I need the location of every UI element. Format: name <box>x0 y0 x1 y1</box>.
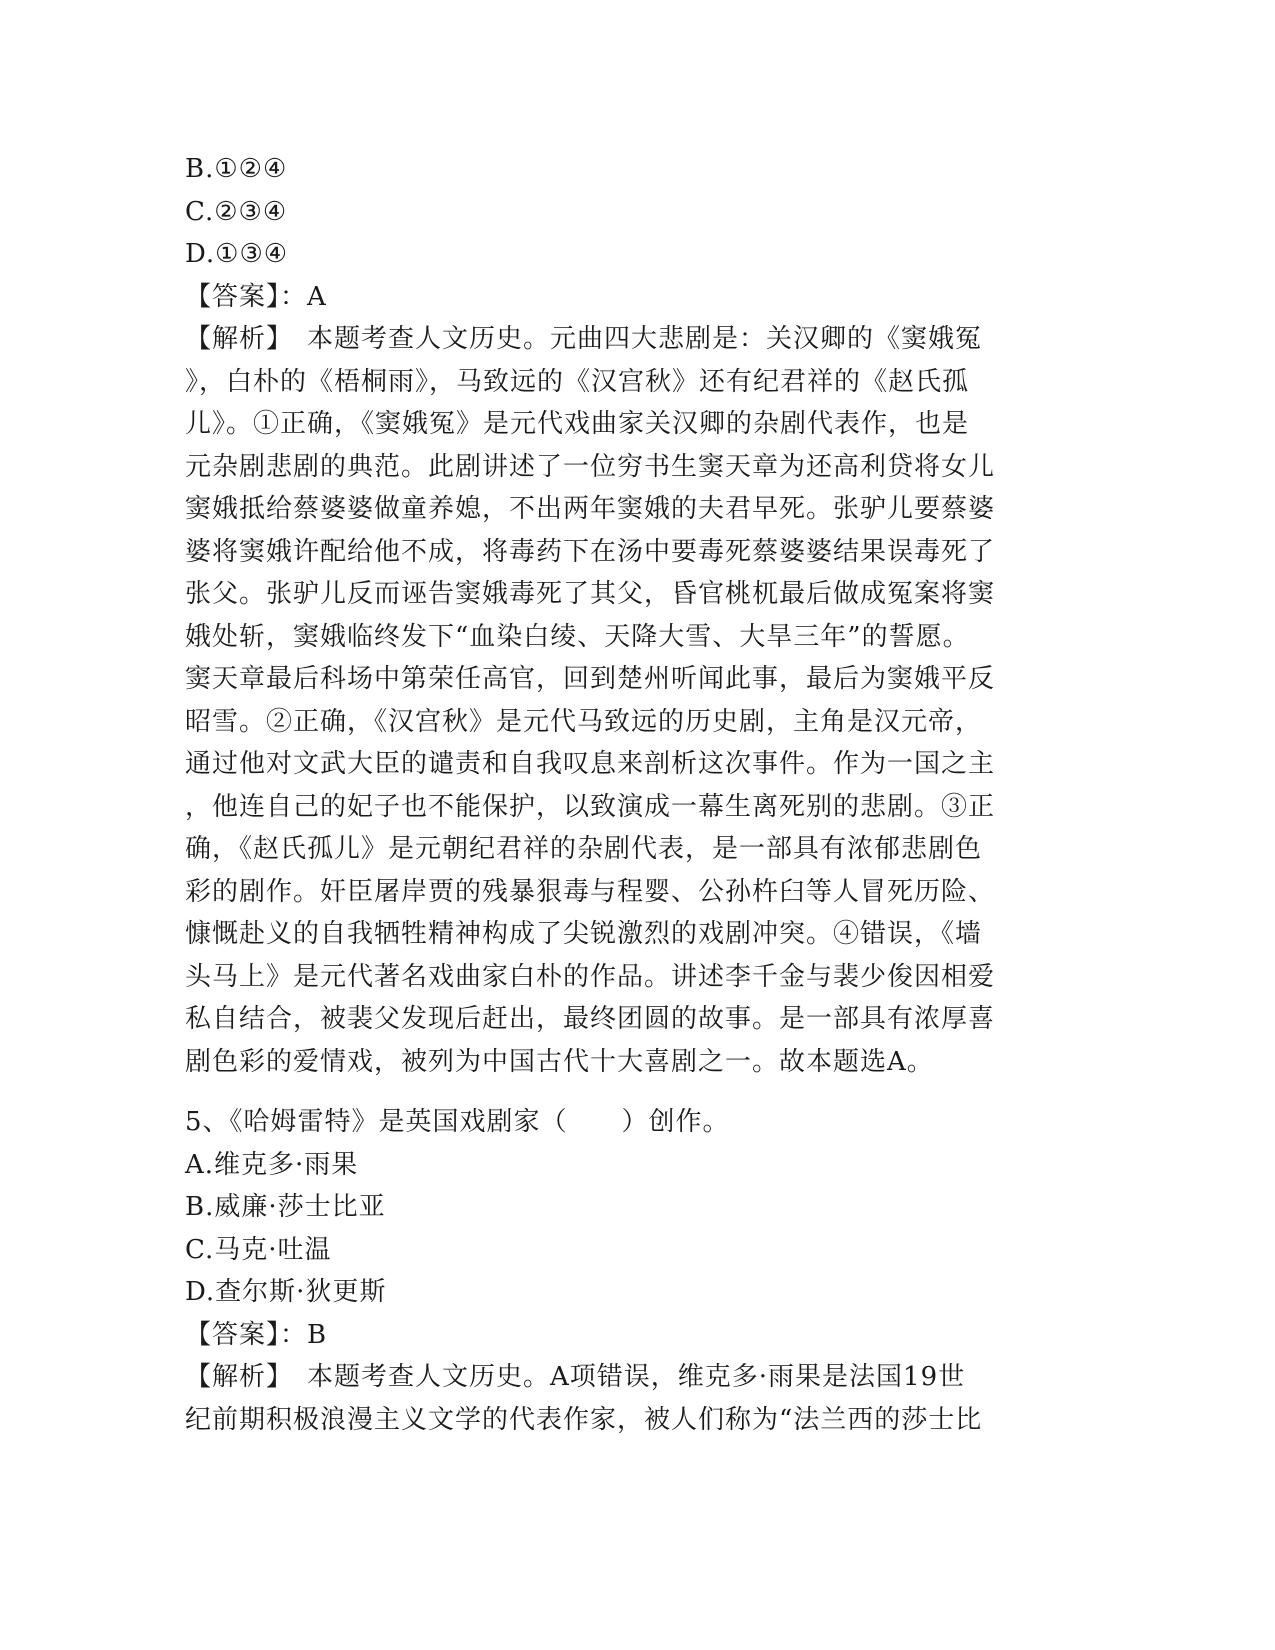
analysis-line: 》，白朴的《梧桐雨》，马致远的《汉宫秋》还有纪君祥的《赵氏孤 <box>185 366 970 397</box>
analysis-line: 元杂剧悲剧的典范。此剧讲述了一位穷书生窦天章为还高利贷将女儿 <box>185 451 996 482</box>
option-a: A.维克多·雨果 <box>185 1149 359 1180</box>
question-stem: 5、《哈姆雷特》是英国戏剧家（ ）创作。 <box>185 1107 730 1137</box>
analysis-line: 确，《赵氏孤儿》是元朝纪君祥的杂剧代表，是一部具有浓郁悲剧色 <box>185 834 983 864</box>
analysis-line: ，他连自己的妃子也不能保护，以致演成一幕生离死别的悲剧。③正 <box>185 791 996 822</box>
analysis-line: 窦娥抵给蔡婆婆做童养媳，不出两年窦娥的夫君早死。张驴儿要蔡婆 <box>185 494 996 524</box>
paragraph-gap <box>185 1083 1045 1101</box>
analysis-line: 【解析】 本题考查人文历史。A项错误，维克多·雨果是法国19世 <box>185 1362 966 1392</box>
analysis-line: 剧色彩的爱情戏，被列为中国古代十大喜剧之一。故本题选A。 <box>185 1046 934 1077</box>
analysis-line: 彩的剧作。奸臣屠岸贾的残暴狠毒与程婴、公孙杵臼等人冒死历险、 <box>185 876 996 907</box>
answer-line: 【答案】：A <box>185 281 327 312</box>
option-c: C.②③④ <box>185 196 288 227</box>
analysis-line: 通过他对文武大臣的谴责和自我叹息来剖析这次事件。作为一国之主 <box>185 749 996 779</box>
analysis-line: 私自结合，被裴父发现后赶出，最终团圆的故事。是一部具有浓厚喜 <box>185 1004 996 1034</box>
analysis-line: 张父。张驴儿反而诬告窦娥毒死了其父，昏官桃杌最后做成冤案将窦 <box>185 579 996 609</box>
analysis-line: 儿》。①正确，《窦娥冤》是元代戏曲家关汉卿的杂剧代表作，也是 <box>185 409 970 439</box>
analysis-line: 娥处斩，窦娥临终发下“血染白绫、天降大雪、大旱三年”的誓愿。 <box>185 621 970 652</box>
option-b: B.威廉·莎士比亚 <box>185 1192 386 1222</box>
answer-line: 【答案】：B <box>185 1319 328 1350</box>
analysis-line: 纪前期积极浪漫主义文学的代表作家，被人们称为“法兰西的莎士比 <box>185 1404 983 1435</box>
analysis-line: 窦天章最后科场中第荣任高官，回到楚州听闻此事，最后为窦娥平反 <box>185 664 996 694</box>
analysis-line: 头马上》是元代著名戏曲家白朴的作品。讲述李千金与裴少俊因相爱 <box>185 961 996 992</box>
analysis-line: 慷慨赴义的自我牺牲精神构成了尖锐激烈的戏剧冲突。④错误，《墙 <box>185 919 983 949</box>
analysis-line: 【解析】 本题考查人文历史。元曲四大悲剧是：关汉卿的《窦娥冤 <box>185 324 983 354</box>
option-c: C.马克·吐温 <box>185 1234 332 1265</box>
option-d: D.①③④ <box>185 239 289 269</box>
option-b: B.①②④ <box>185 154 288 184</box>
analysis-line: 婆将窦娥许配给他不成，将毒药下在汤中要毒死蔡婆婆结果误毒死了 <box>185 536 996 567</box>
option-d: D.查尔斯·狄更斯 <box>185 1277 387 1307</box>
document-content <box>185 148 1045 1441</box>
analysis-line: 昭雪。②正确，《汉宫秋》是元代马致远的历史剧，主角是汉元帝， <box>185 706 983 737</box>
